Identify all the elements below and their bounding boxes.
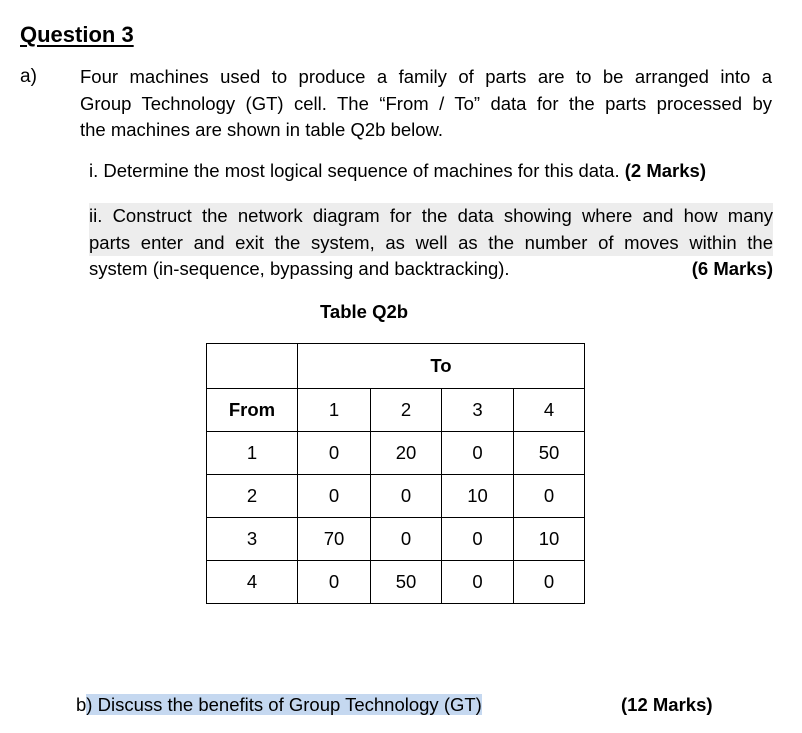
column-header: 4 (514, 389, 585, 432)
row-header: 2 (207, 475, 298, 518)
table-cell: 0 (371, 475, 442, 518)
table-cell: 0 (514, 475, 585, 518)
part-b-question (76, 694, 482, 716)
sub-ii-line: system (in-sequence, bypassing and backtracking). (89, 258, 510, 279)
table-row (207, 432, 585, 475)
table-cell: 0 (298, 561, 371, 604)
sub-i-marks: (2 Marks) (624, 160, 706, 181)
sub-ii-line: ii. Construct the network diagram for the data showing where and how many (89, 203, 773, 230)
column-header: 2 (371, 389, 442, 432)
part-a-label: a) (20, 66, 37, 87)
part-b-label: b (76, 694, 87, 715)
table-cell: 20 (371, 432, 442, 475)
intro-line: Four machines used to produce a family of parts are to be arranged into a (80, 66, 772, 87)
intro-line: Group Technology (GT) cell. The “From / To” data for the parts processed by (80, 92, 772, 114)
table-cell: 70 (298, 518, 371, 561)
from-to-table (206, 343, 585, 604)
part-a-intro (80, 64, 772, 144)
table-cell: 0 (514, 561, 585, 604)
row-header: 4 (207, 561, 298, 604)
row-header: 1 (207, 432, 298, 475)
table-cell: 50 (514, 432, 585, 475)
sub-ii-line: parts enter and exit the system, as well as the number of moves within the (89, 230, 773, 257)
column-header: 3 (442, 389, 514, 432)
table-cell: 0 (371, 518, 442, 561)
column-header: 1 (298, 389, 371, 432)
table-row (207, 475, 585, 518)
table-header-row (207, 344, 585, 389)
table-cell: 10 (514, 518, 585, 561)
table-cell: 0 (298, 475, 371, 518)
question-title: Question 3 (20, 22, 134, 47)
table-corner-cell (207, 344, 298, 389)
part-b-marks: (12 Marks) (621, 694, 713, 715)
from-header: From (207, 389, 298, 432)
table-column-row (207, 389, 585, 432)
table-cell: 50 (371, 561, 442, 604)
table-title: Table Q2b (320, 301, 409, 322)
table-row (207, 561, 585, 604)
sub-i-text: i. Determine the most logical sequence of machines for this data. (89, 160, 620, 181)
to-header: To (298, 344, 585, 389)
row-header: 3 (207, 518, 298, 561)
table-row (207, 518, 585, 561)
table-cell: 0 (442, 518, 514, 561)
sub-ii-marks: (6 Marks) (691, 258, 773, 279)
table-cell: 0 (298, 432, 371, 475)
sub-question-ii (89, 203, 773, 283)
table-cell: 0 (442, 561, 514, 604)
sub-question-i (89, 160, 779, 182)
part-b-text: ) Discuss the benefits of Group Technology (GT) (86, 694, 482, 715)
table-cell: 10 (442, 475, 514, 518)
table-cell: 0 (442, 432, 514, 475)
intro-line: the machines are shown in table Q2b below. (80, 119, 444, 140)
